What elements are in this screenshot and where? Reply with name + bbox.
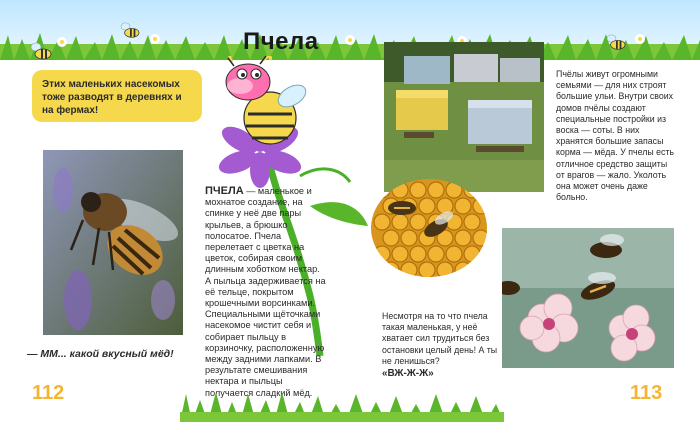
yummy-caption: — ММ... какой вкусный мёд! bbox=[27, 348, 174, 360]
main-text-body: — маленькое и мохнатое создание, на спинке у неё две пары крыльев, а брюшко полосатое. Пчела перелетает с цветка на цветок, собирая своим длинным хоботком нектар. А пыльца задерживается на её тельце, покрытом крошечными ворсинками. Специальными щёточками насекомое чистит себя и собирает пыльцу в корзиночку, расположенную между задними лапками. В результате смешивания нектара и пыльцы получается сладкий мёд. bbox=[205, 186, 326, 398]
main-text-lead: ПЧЕЛА bbox=[205, 185, 244, 197]
page-title: Пчела bbox=[243, 28, 319, 55]
intro-callout bbox=[32, 70, 202, 122]
bottom-text-body: Несмотря на то что пчела такая маленькая, у неё хватает сил трудиться без остановки целый день! А ты не ленишься? bbox=[382, 311, 498, 366]
cartoon-bee-icon bbox=[28, 42, 54, 62]
page-number-right: 113 bbox=[630, 382, 663, 404]
intro-callout-text: Этих маленьких насекомых тоже разводят в деревнях и на фермах! bbox=[42, 79, 182, 116]
right-column-text: Пчёлы живут огромными семьями — для них строят большие ульи. Внутри своих домов пчёлы создают специальные постройки из воска — соты. В них хранятся большие запасы корма — мёда. У пчелы есть отличное средство защиты от врагов — жало. Уколоть она может очень даже больно. bbox=[556, 69, 674, 203]
bee-on-lavender-photo bbox=[43, 150, 183, 335]
beehives-apiary-photo bbox=[384, 42, 544, 192]
bottom-grass-illustration bbox=[0, 364, 700, 422]
cartoon-bee-icon bbox=[118, 22, 142, 40]
buzz-sound-text: «ВЖ-Ж-Ж» bbox=[382, 368, 434, 380]
honeycomb-bees-photo bbox=[370, 178, 488, 278]
cartoon-bee-icon bbox=[604, 34, 628, 52]
bees-on-blossom-photo bbox=[502, 228, 674, 368]
page-number-left: 112 bbox=[32, 382, 65, 404]
